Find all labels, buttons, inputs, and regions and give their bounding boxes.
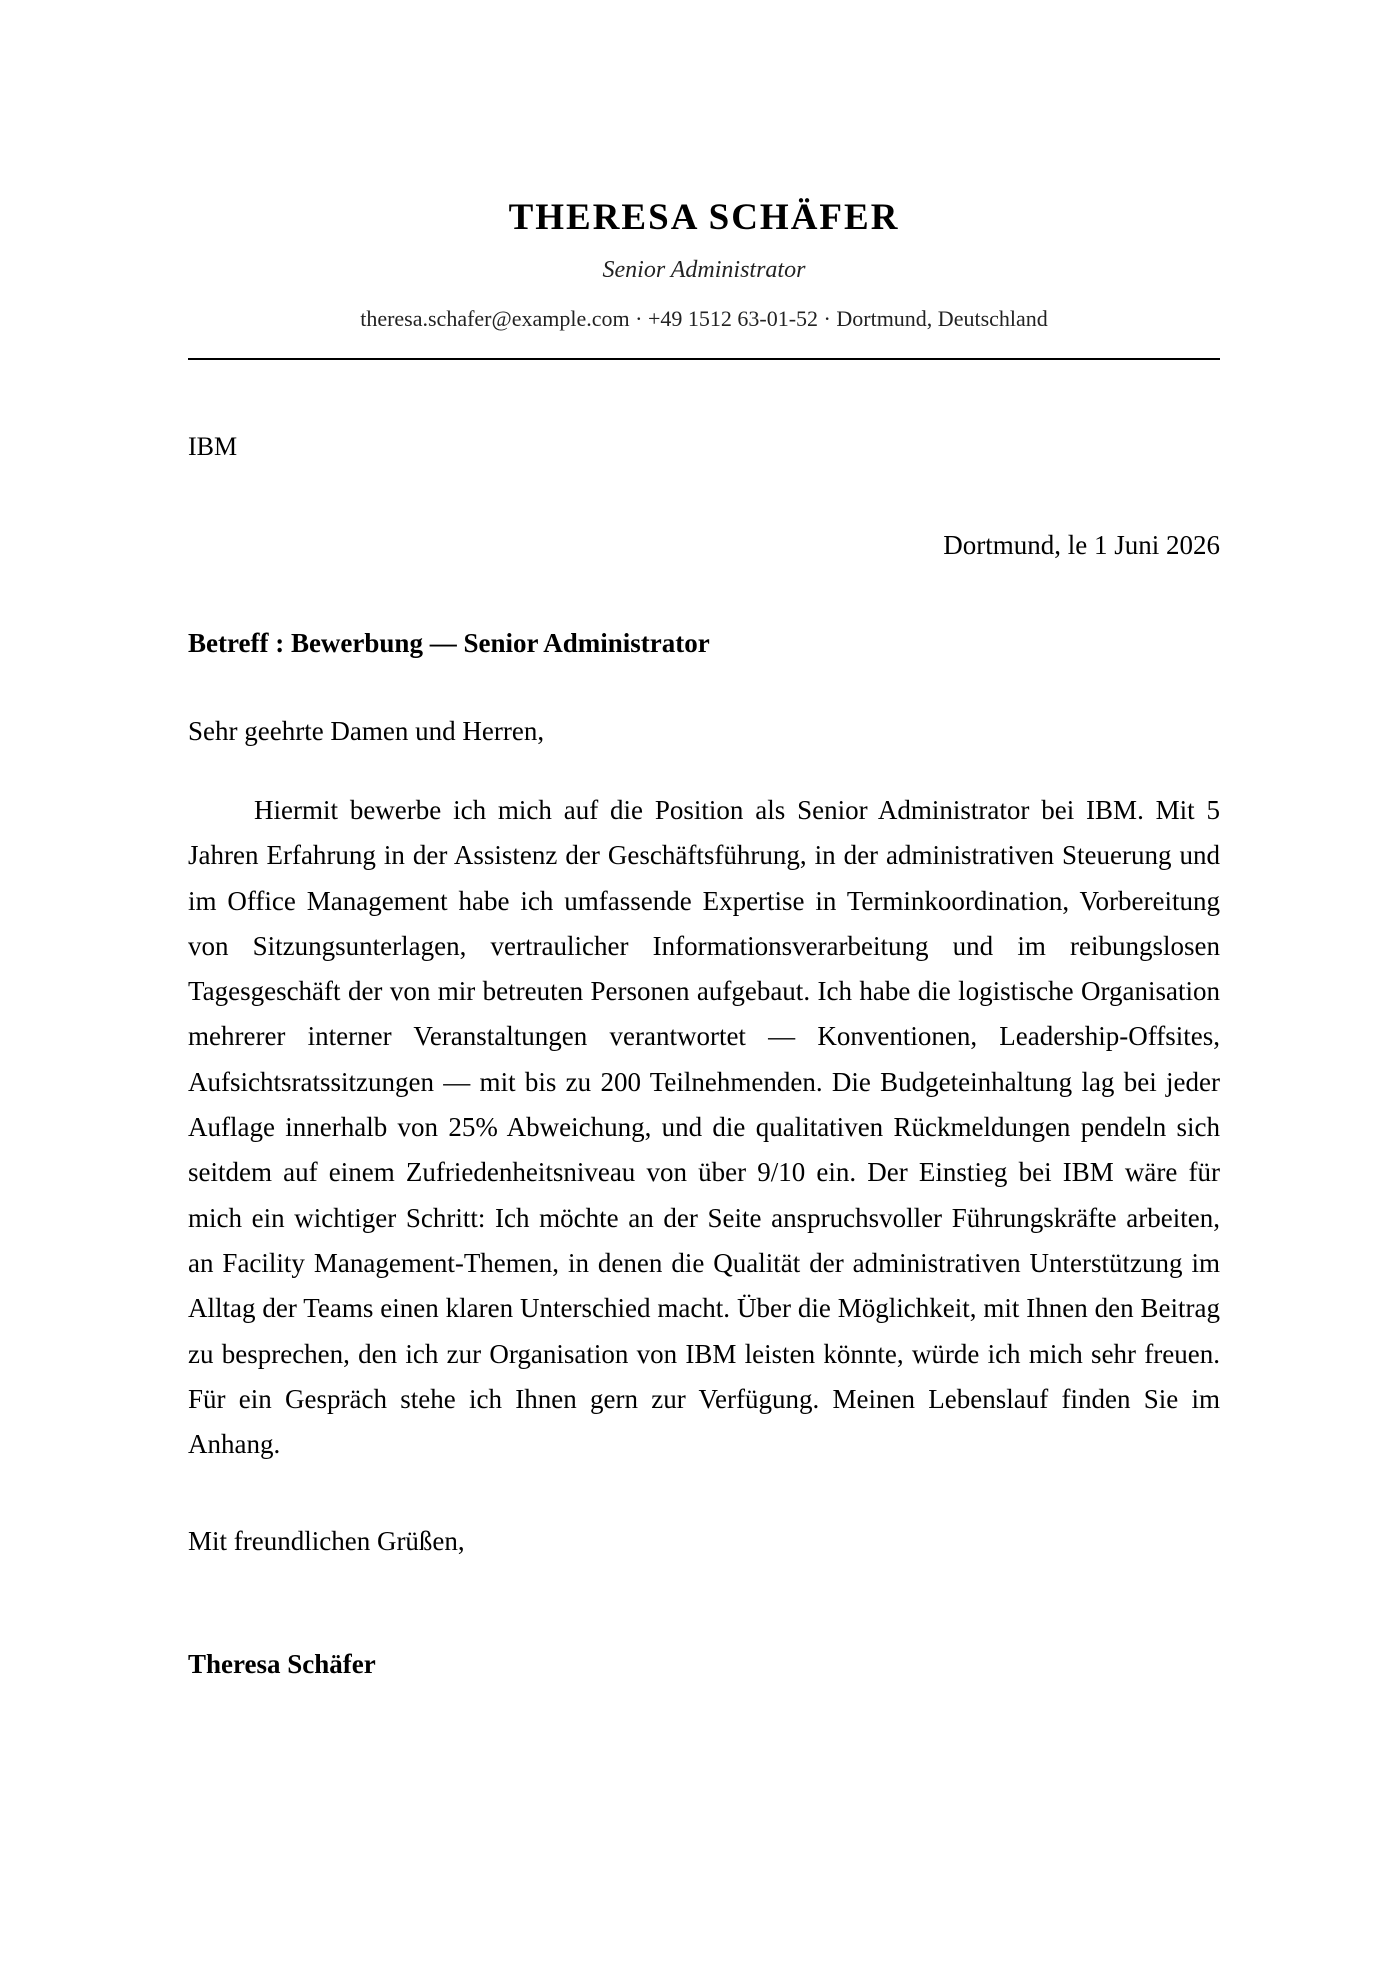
sender-contact: theresa.schafer@example.com · +49 1512 63-01-52 · Dortmund, Deutschland bbox=[360, 306, 1048, 331]
recipient: IBM bbox=[188, 432, 238, 461]
closing: Mit freundlichen Grüßen, bbox=[188, 1526, 465, 1556]
sender-role: Senior Administrator bbox=[602, 257, 806, 283]
header-divider bbox=[188, 358, 1220, 360]
signature-name: Theresa Schäfer bbox=[188, 1649, 376, 1679]
letter-date: Dortmund, le 1 Juni 2026 bbox=[943, 530, 1220, 560]
letter-header bbox=[188, 190, 1220, 334]
salutation: Sehr geehrte Damen und Herren, bbox=[188, 716, 545, 746]
letter-body: Hiermit bewerbe ich mich auf die Position als Senior Administrator bei IBM. Mit 5 Jahren Erfahrung in der Assistenz der Geschäftsführung, in der administrativen Steuerung und im Office Management habe ich umfassende Expertise in Terminkoordination, Vorbereitung von Sitzungsunterlagen, vertraulicher Informationsverarbeitung und im reibungslosen Tagesgeschäft der von mir betreuten Personen aufgebaut. Ich habe die logistische Organisation mehrerer interner Veranstaltungen verantwortet — Konventionen, Leadership-Offsites, Aufsichtsratssitzungen — mit bis zu 200 Teilnehmenden. Die Budgeteinhaltung lag bei jeder Auflage innerhalb von 25% Abweichung, und die qualitativen Rückmeldungen pendeln sich seitdem auf einem Zufriedenheitsniveau von über 9/10 ein. Der Einstieg bei IBM wäre für mich ein wichtiger Schritt: Ich möchte an der Seite anspruchsvoller Führungskräfte arbeiten, an Facility Management-Themen, in denen die Qualität der administrativen Unterstützung im Alltag der Teams einen klaren Unterschied macht. Über die Möglichkeit, mit Ihnen den Beitrag zu besprechen, den ich zur Organisation von IBM leisten könnte, würde ich mich sehr freuen. Für ein Gespräch stehe ich Ihnen gern zur Verfügung. Meinen Lebenslauf finden Sie im Anhang. bbox=[188, 795, 1220, 1460]
sender-name: THERESA SCHÄFER bbox=[508, 197, 900, 238]
letter-subject: Betreff : Bewerbung — Senior Administrator bbox=[188, 628, 710, 658]
